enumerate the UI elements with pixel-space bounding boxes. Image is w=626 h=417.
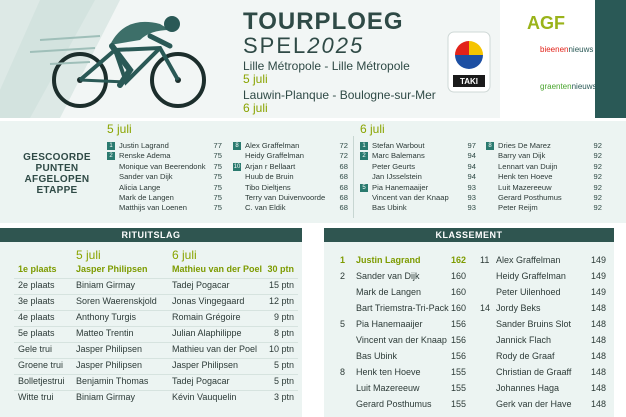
list-item: Monique van Beerendonk 75 (119, 161, 222, 171)
list-item: Jan IJsselstein 94 (372, 172, 476, 182)
taki-logo (447, 31, 491, 93)
scored-day-2-col-1 (360, 141, 476, 214)
table-row: 5 Pia Hanemaaijer 156 (340, 319, 466, 329)
list-item: Tibo Dieltjens 68 (245, 182, 348, 192)
scored-day-1-date: 5 juli (107, 122, 132, 136)
title-line-2 (243, 34, 404, 58)
list-item: Peter Geurts 94 (372, 161, 476, 171)
table-row: Jannick Flach 148 (496, 335, 606, 345)
rituitslag-heading: RITUITSLAG (0, 228, 302, 242)
list-item: Matthijs van Loenen 75 (119, 203, 222, 213)
list-item: Mark de Langen 75 (119, 192, 222, 202)
list-item: Barry van Dijk 92 (498, 151, 602, 161)
scored-label-line-3: AFGELOPEN (24, 174, 90, 185)
list-item: 2 Renske Adema 75 (107, 151, 222, 161)
table-row: Bas Ubink 156 (356, 351, 466, 361)
table-row: 1 Justin Lagrand 162 (340, 255, 466, 265)
list-item: Heidy Graffelman 72 (245, 151, 348, 161)
list-item: 8 Dries De Marez 92 (486, 141, 602, 151)
scored-day-1-col-2 (233, 141, 348, 214)
graenten-nieuws-text: nieuws (571, 82, 597, 91)
stage-1-date: 5 juli (243, 72, 268, 86)
scored-label-line-2: PUNTEN (35, 163, 79, 174)
table-row: Vincent van der Knaap 156 (356, 335, 466, 345)
table-row: Luit Mazereeuw 155 (356, 383, 466, 393)
list-item: Sander van Dijk 75 (119, 172, 222, 182)
table-row: Sander Bruins Slot 148 (496, 319, 606, 329)
table-row: Christian de Graaff 148 (496, 367, 606, 377)
stage-2 (243, 89, 436, 115)
list-item: Alicia Lange 75 (119, 182, 222, 192)
table-row: Rody de Graaf 148 (496, 351, 606, 361)
table-row: Bolletjestrui Benjamin Thomas Tadej Pogacar 5 ptn (18, 376, 294, 386)
page-title (243, 10, 404, 58)
scored-label-line-1: GESCOORDE (23, 152, 91, 163)
list-item: 2 Marc Balemans 94 (360, 151, 476, 161)
list-item: 1 Stefan Warbout 97 (360, 141, 476, 151)
table-row: Johannes Haga 148 (496, 383, 606, 393)
table-row: Heidy Graffelman 149 (496, 271, 606, 281)
cyclist-illustration (0, 0, 235, 118)
stage-1 (243, 60, 410, 86)
graenten-text: graenten (540, 82, 572, 91)
scored-day-divider (353, 136, 354, 218)
list-item: Huub de Bruin 68 (245, 172, 348, 182)
title-spel: SPEL (243, 33, 308, 58)
list-item: Gerard Posthumus 92 (498, 192, 602, 202)
scored-points-label (12, 152, 102, 196)
list-item: 5 Pia Hanemaaijer 93 (360, 183, 476, 193)
list-item: Vincent van der Knaap 93 (372, 192, 476, 202)
table-row: 5e plaats Matteo Trentin Julian Alaphilippe 8 ptn (18, 328, 294, 338)
agf-text: AGF (527, 13, 565, 32)
teal-stripe (595, 0, 626, 118)
table-row: Witte trui Biniam Girmay Kévin Vauquelin 3 ptn (18, 392, 294, 402)
title-year: 2025 (307, 33, 365, 58)
table-row: Peter Uilenhoed 149 (496, 287, 606, 297)
table-row: 1e plaats Jasper Philipsen Mathieu van der Poel 30 ptn (18, 264, 294, 274)
scored-label-line-4: ETAPPE (36, 185, 78, 196)
list-item: Peter Reijm 92 (498, 203, 602, 213)
scored-day-1-col-1 (107, 141, 222, 214)
table-row: 3e plaats Soren Waerenskjold Jonas Vingegaard 12 ptn (18, 296, 294, 306)
stage-2-date: 6 juli (243, 101, 268, 115)
table-row: Groene trui Jasper Philipsen Jasper Philipsen 5 ptn (18, 360, 294, 370)
table-row: 2 Sander van Dijk 160 (340, 271, 466, 281)
table-row: Bart Triemstra-Tri-Pack 160 (356, 303, 466, 313)
taki-text: TAKI (459, 77, 479, 86)
list-item: C. van Eldik 68 (245, 203, 348, 213)
bieenen-text: bieenen (540, 45, 569, 54)
table-row: Gele trui Jasper Philipsen Mathieu van der Poel 10 ptn (18, 344, 294, 354)
table-row: 8 Henk ten Hoeve 155 (340, 367, 466, 377)
table-row: 2e plaats Biniam Girmay Tadej Pogacar 15 ptn (18, 280, 294, 290)
rituitslag-day-1: 5 juli (76, 248, 101, 262)
table-row: Gerard Posthumus 155 (356, 399, 466, 409)
stage-1-route: Lille Métropole - Lille Métropole (243, 59, 410, 73)
list-item: 8 Alex Graffelman 72 (233, 141, 348, 151)
graenten-nieuws-logo (540, 82, 597, 91)
rituitslag-day-2: 6 juli (172, 248, 197, 262)
list-item: Lennart van Duijn 92 (498, 161, 602, 171)
agf-logo (527, 12, 591, 32)
scored-day-2-date: 6 juli (360, 122, 385, 136)
table-row: 11 Alex Graffelman 149 (480, 255, 606, 265)
list-item: Luit Mazereeuw 92 (498, 182, 602, 192)
bieenen-nieuws-logo (540, 45, 593, 54)
table-row: Mark de Langen 160 (356, 287, 466, 297)
klassement-heading: KLASSEMENT (324, 228, 614, 242)
list-item: 10 Arjan r Bellaart 68 (233, 161, 348, 171)
title-line-1: TOURPLOEG (243, 8, 404, 35)
list-item: Bas Ubink 93 (372, 203, 476, 213)
scored-day-2-col-2 (486, 141, 602, 214)
table-row: Gerk van der Have 148 (496, 399, 606, 409)
table-row: 4e plaats Anthony Turgis Romain Grégoire 9 ptn (18, 312, 294, 322)
stage-2-route: Lauwin-Planque - Boulogne-sur-Mer (243, 88, 436, 102)
header-banner (0, 0, 626, 118)
table-row: 14 Jordy Beks 148 (480, 303, 606, 313)
list-item: 1 Justin Lagrand 77 (107, 141, 222, 151)
list-item: Henk ten Hoeve 92 (498, 172, 602, 182)
bieenen-nieuws-text: nieuws (568, 45, 594, 54)
list-item: Terry van Duivenvoorde 68 (245, 192, 348, 202)
